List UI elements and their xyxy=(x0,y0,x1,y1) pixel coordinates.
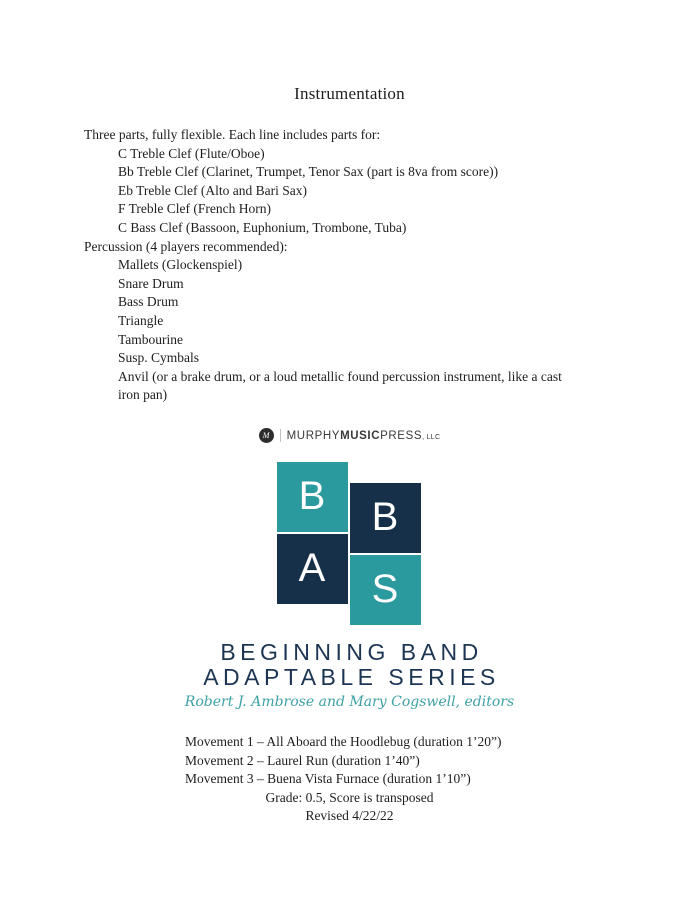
instrumentation-line: Three parts, fully flexible. Each line includes parts for: xyxy=(84,127,381,142)
instrumentation-line: C Bass Clef (Bassoon, Euphonium, Trombone, Tuba) xyxy=(118,219,407,235)
instrumentation-line: F Treble Clef (French Horn) xyxy=(118,201,271,217)
movement-line: Movement 2 – Laurel Run (duration 1’40”) xyxy=(185,752,420,768)
bbas-square-a xyxy=(277,534,348,604)
murphy-music-press-logo xyxy=(0,428,699,444)
series-title-line1: BEGINNING BAND xyxy=(220,638,483,665)
instrumentation-line: Triangle xyxy=(118,312,164,328)
bbas-letter-a: A xyxy=(298,546,326,591)
bbas-letter-b2: B xyxy=(371,495,399,540)
logo-divider xyxy=(280,429,281,442)
bbas-square-s xyxy=(350,555,421,625)
movements-list xyxy=(185,733,501,789)
movement-line: Movement 3 – Buena Vista Furnace (duration 1’10”) xyxy=(185,771,471,787)
bbas-square-b2 xyxy=(350,483,421,553)
instrumentation-line: C Treble Clef (Flute/Oboe) xyxy=(118,145,265,161)
series-editors: Robert J. Ambrose and Mary Cogswell, editors xyxy=(184,693,515,710)
bbas-letter-b1: B xyxy=(298,474,326,519)
murphy-monogram-letter: M xyxy=(262,431,270,441)
instrumentation-line: Tambourine xyxy=(118,331,184,347)
murphy-word: MURPHY xyxy=(286,429,341,442)
instrumentation-line: Bb Treble Clef (Clarinet, Trumpet, Tenor Sax (part is 8va from score)) xyxy=(118,164,499,180)
bbas-letter-s: S xyxy=(371,567,399,612)
publisher-logo-block xyxy=(0,428,699,710)
instrumentation-line: Eb Treble Clef (Alto and Bari Sax) xyxy=(118,182,307,198)
instrumentation-line: Percussion (4 players recommended): xyxy=(84,238,288,254)
series-title-line2: ADAPTABLE SERIES xyxy=(203,663,500,690)
llc-suffix: , LLC xyxy=(422,433,441,441)
instrumentation-line: Snare Drum xyxy=(118,275,184,291)
bbas-square-b1 xyxy=(277,462,348,532)
music-word: MUSIC xyxy=(340,429,381,442)
movement-line: Movement 1 – All Aboard the Hoodlebug (duration 1’20”) xyxy=(185,733,502,749)
instrumentation-line: Anvil (or a brake drum, or a loud metallic found percussion instrument, like a cast xyxy=(118,368,562,384)
instrumentation-line: Mallets (Glockenspiel) xyxy=(118,257,243,273)
murphy-monogram-icon xyxy=(259,428,274,443)
murphy-wordmark xyxy=(287,430,441,442)
instrumentation-line: Susp. Cymbals xyxy=(118,350,200,366)
instrumentation-line: Bass Drum xyxy=(118,294,179,310)
instrumentation-line: iron pan) xyxy=(118,387,168,403)
page-title: Instrumentation xyxy=(294,84,405,103)
grade-note: Grade: 0.5, Score is transposed xyxy=(265,789,434,805)
revised-date: Revised 4/22/22 xyxy=(305,808,394,824)
bbas-logo xyxy=(277,462,423,626)
movements-block xyxy=(0,733,699,826)
press-word: PRESS xyxy=(380,429,423,442)
instrumentation-list xyxy=(0,126,699,405)
